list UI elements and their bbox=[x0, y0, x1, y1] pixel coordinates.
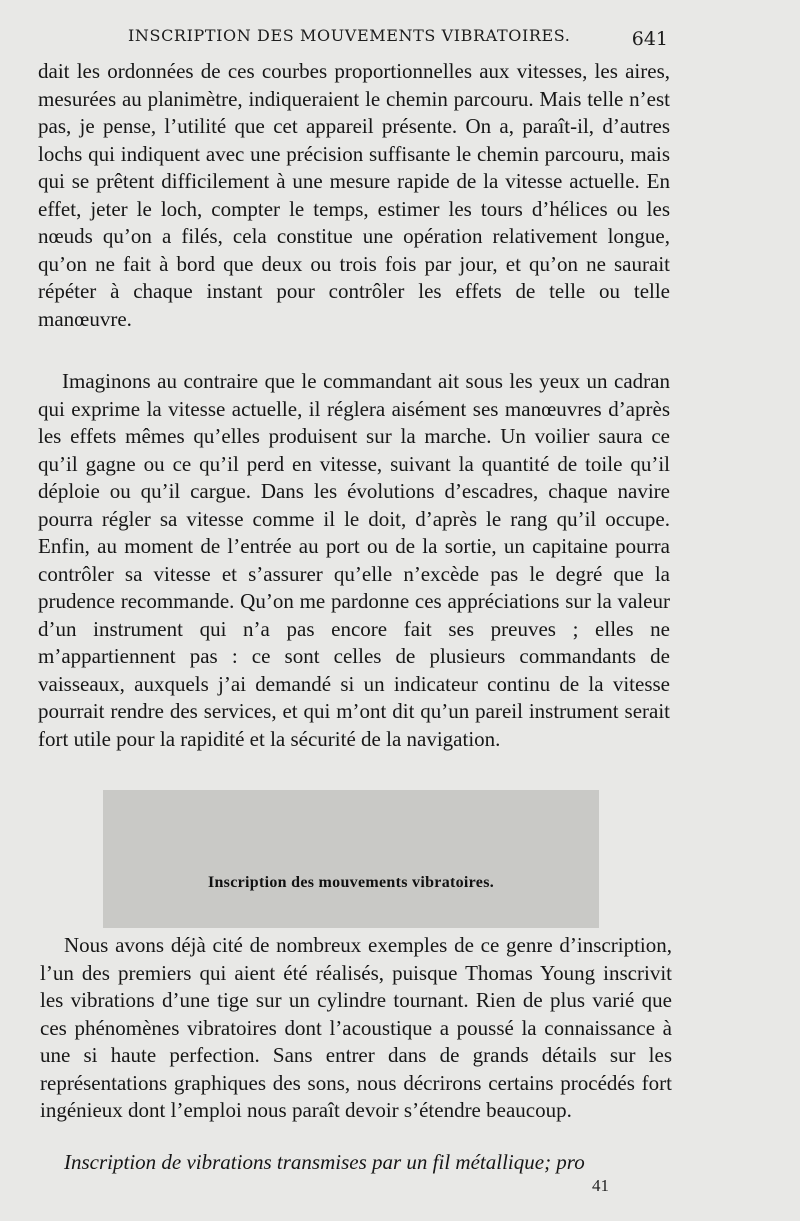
italic-subheading: Inscription de vibrations transmises par un fil métallique; pro bbox=[64, 1150, 585, 1174]
paragraph-commandant bbox=[38, 368, 670, 753]
paragraph-vibrations bbox=[40, 932, 672, 1125]
paragraph-continued bbox=[38, 58, 670, 333]
section-title: Inscription des mouvements vibratoires. bbox=[207, 874, 495, 891]
paragraph-text: Nous avons déjà cité de nombreux exemples de ce genre d’inscription, l’un des premiers qui aient été réalisés, puisque Thomas Young inscrivit les vibrations d’une tige sur un cylindre tournant. Rien de plus varié que ces phénomènes vibratoires dont l’acoustique a poussé la connaissance à une si haute perfection. Sans entrer dans de grands détails sur les représentations graphiques des sons, nous décrirons certains procédés fort ingénieux dont l’emploi nous paraît devoir s’étendre beaucoup. bbox=[40, 933, 672, 1122]
section-heading-block bbox=[103, 790, 599, 928]
running-title: INSCRIPTION DES MOUVEMENTS VIBRATOIRES. bbox=[128, 26, 571, 45]
page-header bbox=[128, 26, 668, 52]
signature-mark: 41 bbox=[592, 1176, 609, 1195]
paragraph-text: dait les ordonnées de ces courbes proportionnelles aux vitesses, les aires, mesurées au planimètre, indiqueraient le chemin parcouru. Mais telle n’est pas, je pense, l’utilité que cet appareil présente. On a, paraît-il, d’autres lochs qui indiquent avec une précision suffisante le chemin parcouru, mais qui se prêtent difficilement à une mesure rapide de la vitesse actuelle. En effet, jeter le loch, compter le temps, estimer les tours d’hélices ou les nœuds qu’on a filés, cela constitue une opération relativement longue, qu’on ne fait à bord que deux ou trois fois par jour, et qu’on ne saurait répéter à chaque instant pour contrôler les effets de telle ou telle manœuvre. bbox=[38, 59, 670, 331]
page-number: 641 bbox=[631, 28, 668, 50]
paragraph-text: Imaginons au contraire que le commandant ait sous les yeux un cadran qui exprime la vitesse actuelle, il réglera aisément ses manœuvres d’après les effets mêmes qu’elles produisent sur la marche. Un voilier saura ce qu’il gagne ou ce qu’il perd en vitesse, suivant la quantité de toile qu’il déploie ou qu’il cargue. Dans les évolutions d’escadres, chaque navire pourra régler sa vitesse comme il le doit, d’après le rang qu’il occupe. Enfin, au moment de l’entrée au port ou de la sortie, un capitaine pourra contrôler sa vitesse et s’assurer qu’elle n’excède pas le degré que la prudence recommande. Qu’on me pardonne ces appréciations sur la valeur d’un instrument qui n’a pas encore fait ses preuves ; elles ne m’appartiennent pas : ce sont celles de plusieurs commandants de vaisseaux, auxquels j’ai demandé si un indicateur continu de la vitesse pourrait rendre des services, et qui m’ont dit qu’un pareil instrument serait fort utile pour la rapidité et la sécurité de la navigation. bbox=[38, 369, 670, 751]
